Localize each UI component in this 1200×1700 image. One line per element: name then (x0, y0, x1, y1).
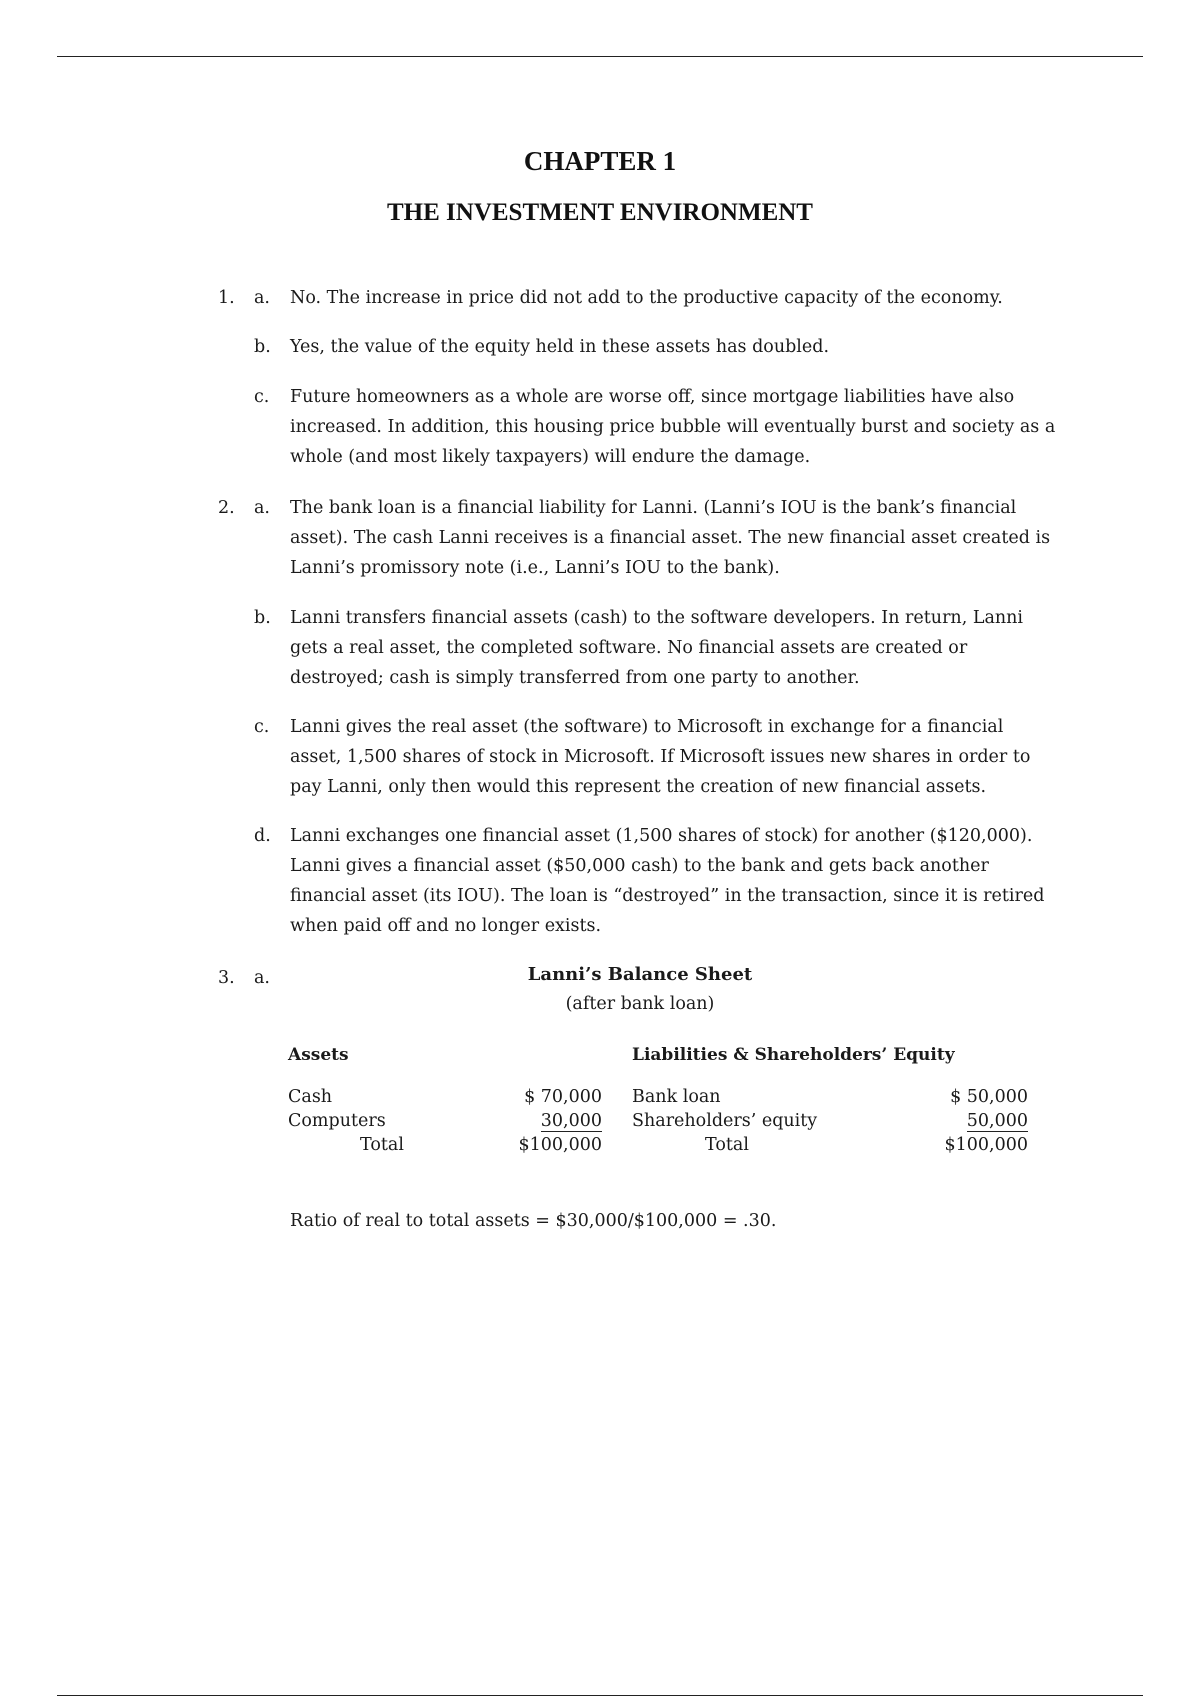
item-letter: a. (254, 968, 270, 988)
answer-2d: Lanni exchanges one financial asset (1,500 shares of stock) for another ($120,000). Lanni gives a financial asset ($50,000 cash) to the bank and gets back another financial asset (its IOU). The loan is “destroyed” in the transaction, since it is retired when paid off and no longer exists. (290, 826, 1045, 936)
answer-2b: Lanni transfers financial assets (cash) to the software developers. In return, Lanni gets a real asset, the completed software. No financial assets are created or destroyed; cash is simply transferred from one party to another. (290, 608, 1024, 688)
asset-value-underlined (480, 1109, 602, 1133)
answer-1b: Yes, the value of the equity held in these assets has doubled. (290, 337, 830, 357)
answer-2c: Lanni gives the real asset (the software) to Microsoft in exchange for a financial asset, 1,500 shares of stock in Microsoft. If Microsoft issues new shares in order to pay Lanni, only then would this represent the creation of new financial assets. (290, 717, 1031, 797)
asset-value: 30,000 (540, 1111, 602, 1131)
chapter-title: THE INVESTMENT ENVIRONMENT (386, 199, 813, 226)
asset-value: $ 70,000 (524, 1087, 602, 1107)
liabilities-header: Liabilities & Shareholders’ Equity (632, 1045, 955, 1065)
question-number: 1. (218, 288, 235, 308)
item-letter: c. (254, 387, 270, 407)
assets-header: Assets (288, 1045, 349, 1065)
answer-1a: No. The increase in price did not add to the productive capacity of the economy. (290, 288, 1003, 308)
item-letter: c. (254, 717, 270, 737)
item-letter: b. (254, 608, 271, 628)
balance-sheet-title: Lanni’s Balance Sheet (527, 964, 753, 985)
item-letter: a. (254, 288, 270, 308)
question-number: 2. (218, 498, 235, 518)
chapter-number: CHAPTER 1 (523, 146, 677, 176)
assets-total-value: $100,000 (518, 1135, 602, 1155)
top-rule (57, 56, 1143, 57)
asset-label: Computers (288, 1111, 386, 1131)
ratio-text: Ratio of real to total assets = $30,000/$100,000 = .30. (290, 1211, 777, 1231)
liabilities-total-value: $100,000 (944, 1135, 1028, 1155)
liability-value: 50,000 (966, 1111, 1028, 1131)
liability-value-underlined (900, 1109, 1028, 1133)
liability-value: $ 50,000 (950, 1087, 1028, 1107)
asset-label: Cash (288, 1087, 333, 1107)
bottom-rule (57, 1695, 1143, 1696)
item-letter: b. (254, 337, 271, 357)
assets-total-label: Total (360, 1135, 404, 1155)
liability-label: Shareholders’ equity (632, 1111, 818, 1131)
question-number: 3. (218, 968, 235, 988)
balance-sheet-subtitle: (after bank loan) (565, 994, 715, 1014)
answer-2a: The bank loan is a financial liability for Lanni. (Lanni’s IOU is the bank’s financial asset). The cash Lanni receives is a financial asset. The new financial asset created is Lanni’s promissory note (i.e., Lanni’s IOU to the bank). (290, 498, 1051, 578)
item-letter: d. (254, 826, 271, 846)
liability-label: Bank loan (632, 1087, 721, 1107)
item-letter: a. (254, 498, 270, 518)
answer-1c: Future homeowners as a whole are worse off, since mortgage liabilities have also increased. In addition, this housing price bubble will eventually burst and society as a whole (and most likely taxpayers) will endure the damage. (290, 387, 1056, 467)
liabilities-total-label: Total (705, 1135, 749, 1155)
